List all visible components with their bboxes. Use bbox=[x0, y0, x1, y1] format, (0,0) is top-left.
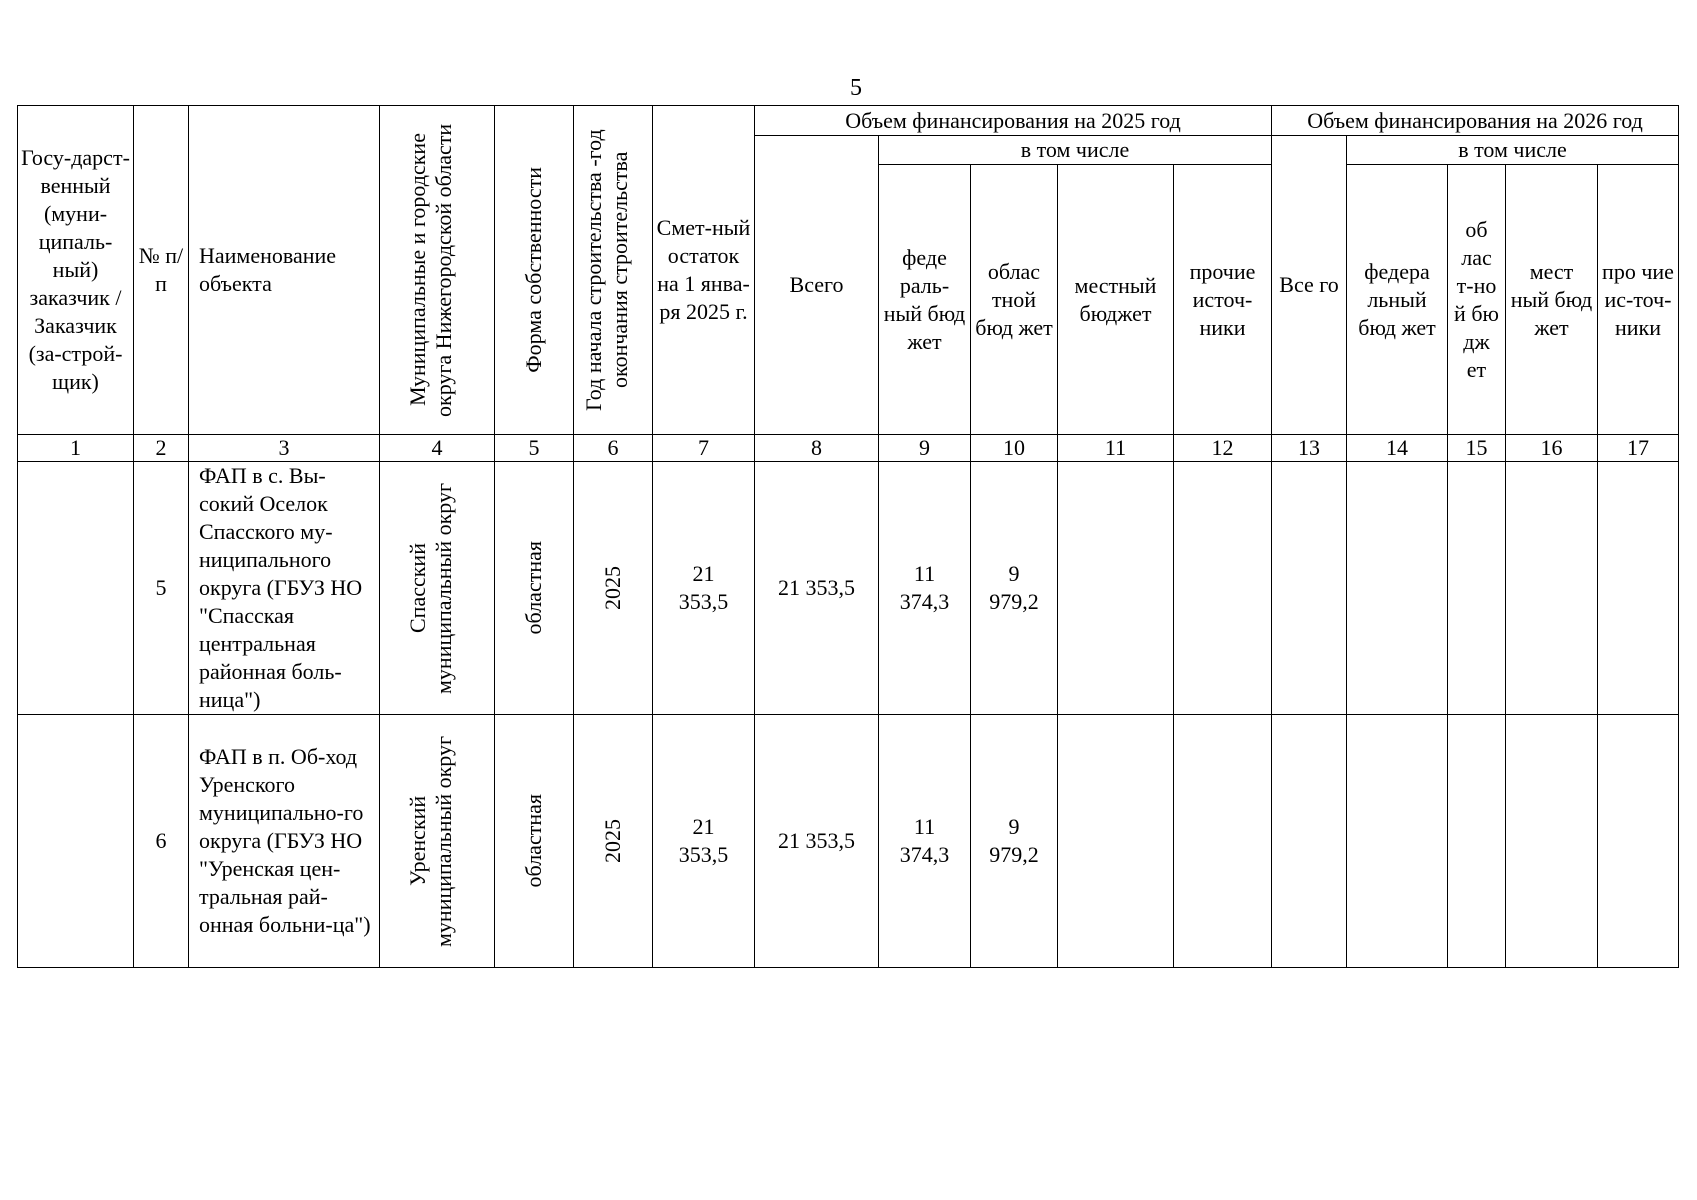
column-number: 1 bbox=[18, 435, 134, 462]
column-number: 13 bbox=[1272, 435, 1347, 462]
cell-ownership-text: областная bbox=[521, 541, 546, 635]
cell-customer bbox=[18, 462, 134, 715]
cell-balance: 21 353,5 bbox=[653, 715, 755, 968]
cell-district-text: Уренский муниципальный округ bbox=[405, 735, 456, 947]
header-other-2025: прочие источ-ники bbox=[1174, 165, 1272, 435]
header-balance: Смет-ный остаток на 1 янва-ря 2025 г. bbox=[653, 106, 755, 435]
header-federal-2026: федера льный бюд жет bbox=[1347, 165, 1448, 435]
cell-other-2025 bbox=[1174, 715, 1272, 968]
cell-regional-2025: 9 979,2 bbox=[971, 462, 1058, 715]
cell-ownership-text: областная bbox=[521, 794, 546, 888]
header-other-2026: про чие ис-точ-ники bbox=[1598, 165, 1679, 435]
header-local-2025: местный бюджет bbox=[1058, 165, 1174, 435]
header-districts bbox=[380, 106, 495, 435]
header-customer: Госу-дарст-венный (муни-ципаль-ный) заказчик / Заказчик (за-строй-щик) bbox=[18, 106, 134, 435]
column-number: 12 bbox=[1174, 435, 1272, 462]
column-number: 3 bbox=[189, 435, 380, 462]
cell-ownership bbox=[495, 715, 574, 968]
column-number: 16 bbox=[1506, 435, 1598, 462]
header-fin-2026: Объем финансирования на 2026 год bbox=[1272, 106, 1679, 136]
financing-table bbox=[17, 105, 1679, 968]
cell-balance: 21 353,5 bbox=[653, 462, 755, 715]
column-number: 11 bbox=[1058, 435, 1174, 462]
column-number: 7 bbox=[653, 435, 755, 462]
column-number: 14 bbox=[1347, 435, 1448, 462]
column-number: 15 bbox=[1448, 435, 1506, 462]
header-ownership-text: Форма собственности bbox=[521, 167, 546, 373]
cell-years bbox=[574, 715, 653, 968]
table-row bbox=[18, 715, 1679, 968]
cell-local-2025 bbox=[1058, 715, 1174, 968]
cell-object-name: ФАП в с. Вы-сокий Оселок Спасского му-ниципального округа (ГБУЗ НО "Спасская центральная районная боль-ница") bbox=[189, 462, 380, 715]
header-object-name: Наименование объекта bbox=[189, 106, 380, 435]
column-number: 10 bbox=[971, 435, 1058, 462]
header-regional-2026: об лас т-но й бю дж ет bbox=[1448, 165, 1506, 435]
cell-customer bbox=[18, 715, 134, 968]
cell-years bbox=[574, 462, 653, 715]
header-ownership bbox=[495, 106, 574, 435]
cell-other-2026 bbox=[1598, 715, 1679, 968]
cell-local-2026 bbox=[1506, 715, 1598, 968]
header-years-text: Год начала строительства -год окончания строительства bbox=[581, 129, 632, 411]
cell-district-text: Спасский муниципальный округ bbox=[405, 482, 456, 694]
cell-regional-2026 bbox=[1448, 715, 1506, 968]
cell-district bbox=[380, 462, 495, 715]
cell-number: 6 bbox=[134, 715, 189, 968]
cell-years-text: 2025 bbox=[600, 566, 625, 610]
cell-district bbox=[380, 715, 495, 968]
column-number: 17 bbox=[1598, 435, 1679, 462]
cell-total-2025: 21 353,5 bbox=[755, 715, 879, 968]
header-including-2025: в том числе bbox=[879, 136, 1272, 165]
header-federal-2025: феде раль-ный бюд жет bbox=[879, 165, 971, 435]
column-number: 9 bbox=[879, 435, 971, 462]
cell-federal-2026 bbox=[1347, 715, 1448, 968]
column-number: 6 bbox=[574, 435, 653, 462]
cell-other-2025 bbox=[1174, 462, 1272, 715]
table-row bbox=[18, 462, 1679, 715]
cell-regional-2026 bbox=[1448, 462, 1506, 715]
header-total-2025: Всего bbox=[755, 136, 879, 435]
column-number: 2 bbox=[134, 435, 189, 462]
cell-federal-2026 bbox=[1347, 462, 1448, 715]
cell-total-2026 bbox=[1272, 715, 1347, 968]
cell-total-2026 bbox=[1272, 462, 1347, 715]
cell-local-2026 bbox=[1506, 462, 1598, 715]
header-local-2026: мест ный бюд жет bbox=[1506, 165, 1598, 435]
cell-other-2026 bbox=[1598, 462, 1679, 715]
cell-federal-2025: 11 374,3 bbox=[879, 462, 971, 715]
header-years bbox=[574, 106, 653, 435]
page-number: 5 bbox=[850, 75, 862, 101]
header-districts-text: Муниципальные и городские округа Нижегородской области bbox=[405, 123, 456, 417]
column-number: 8 bbox=[755, 435, 879, 462]
column-number: 5 bbox=[495, 435, 574, 462]
header-number: № п/ п bbox=[134, 106, 189, 435]
cell-total-2025: 21 353,5 bbox=[755, 462, 879, 715]
column-number: 4 bbox=[380, 435, 495, 462]
cell-ownership bbox=[495, 462, 574, 715]
header-regional-2025: облас тной бюд жет bbox=[971, 165, 1058, 435]
cell-object-name: ФАП в п. Об-ход Уренского муниципально-го округа (ГБУЗ НО "Уренская цен-тральная рай-онная больни-ца") bbox=[189, 715, 380, 968]
header-including-2026: в том числе bbox=[1347, 136, 1679, 165]
header-total-2026: Все го bbox=[1272, 136, 1347, 435]
column-numbers-row bbox=[18, 435, 1679, 462]
cell-federal-2025: 11 374,3 bbox=[879, 715, 971, 968]
cell-years-text: 2025 bbox=[600, 819, 625, 863]
cell-local-2025 bbox=[1058, 462, 1174, 715]
cell-regional-2025: 9 979,2 bbox=[971, 715, 1058, 968]
cell-number: 5 bbox=[134, 462, 189, 715]
header-fin-2025: Объем финансирования на 2025 год bbox=[755, 106, 1272, 136]
